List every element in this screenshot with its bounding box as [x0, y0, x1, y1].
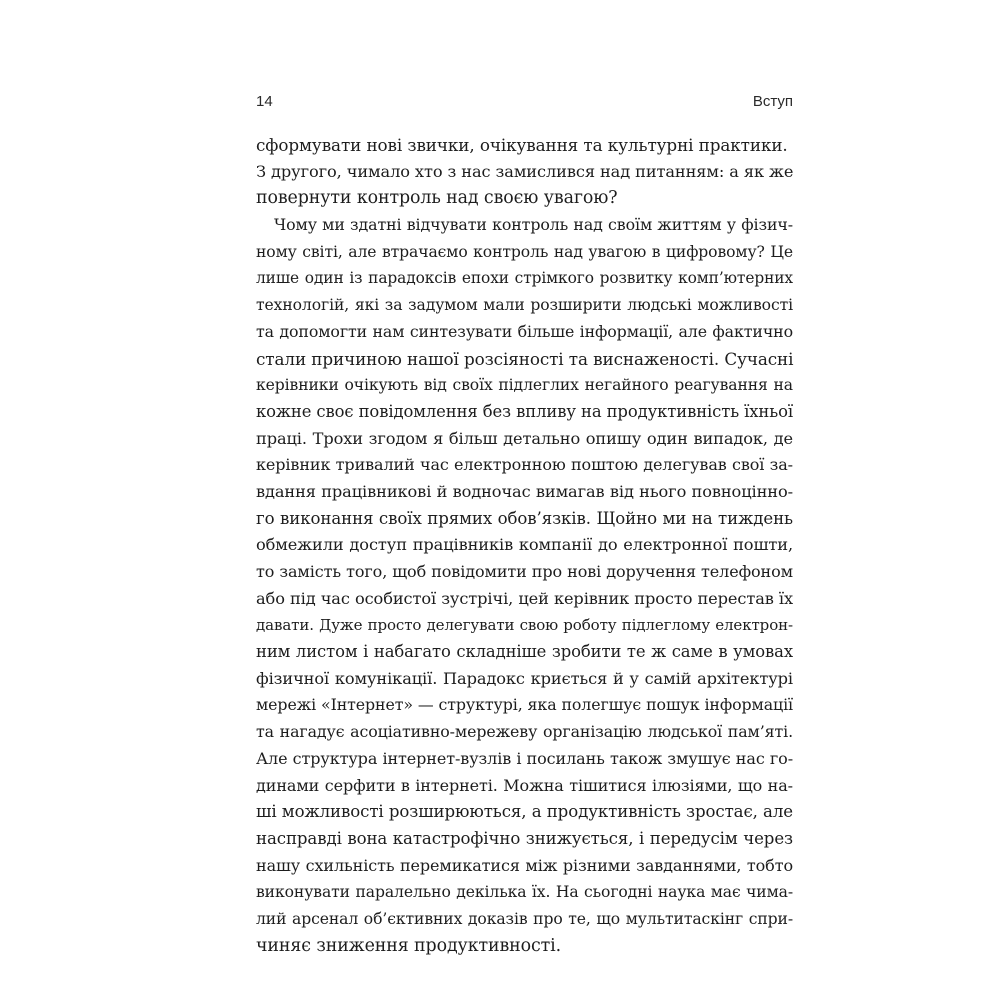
text-line: або під час особистої зустрічі, цей керівник просто перестав їх [256, 588, 793, 608]
text-line: ному світі, але втрачаємо контроль над увагою в цифровому? Це [256, 242, 793, 261]
text-line: ним листом і набагато складніше зробити те ж саме в умовах [256, 642, 793, 662]
section-title: Вступ [752, 93, 793, 110]
text-line: стали причиною нашої розсіяності та виснаженості. Сучасні [256, 348, 794, 369]
text-line: лий арсенал об’єктивних доказів про те, що мультитаскінг спри- [256, 909, 793, 928]
text-line: го виконання своїх прямих обов’язків. Щойно ми на тиждень [256, 508, 793, 528]
text-line: нашу схильність перемикатися між різними завданнями, тобто [256, 855, 793, 875]
text-line: кожне своє повідомлення без впливу на продуктивність їхньої [256, 401, 793, 421]
text-line: лише один із парадоксів епохи стрімкого розвитку комп’ютерних [256, 269, 793, 288]
text-line: насправді вона катастрофічно знижується, і передусім через [256, 828, 793, 848]
body-text [256, 132, 793, 959]
text-line: керівник тривалий час електронною поштою делегував свої за- [256, 455, 793, 475]
text-line: Але структура інтернет-вузлів і посилань також змушує нас го- [256, 748, 793, 768]
text-line: та нагадує асоціативно-мережеву організацію людської пам’яті. [256, 722, 793, 742]
text-line: Чому ми здатні відчувати контроль над своїм життям у фізич- [274, 215, 793, 235]
text-line: давати. Дуже просто делегувати свою роботу підлеглому електрон- [256, 616, 793, 635]
text-line: фізичної комунікації. Парадокс криється й у самій архітектурі [256, 668, 793, 688]
text-line: технологій, які за задумом мали розширити людські можливості [256, 296, 793, 315]
text-line: динами серфити в інтернеті. Можна тішитися ілюзіями, що на- [256, 775, 793, 795]
text-line: повернути контроль над своєю увагою? [256, 188, 618, 209]
text-line: то замість того, щоб повідомити про нові доручення телефоном [256, 562, 793, 581]
text-line: сформувати нові звички, очікування та культурні практики. [256, 135, 788, 155]
running-head [256, 93, 793, 113]
text-line: вдання працівникові й водночас вимагав від нього повноцінно- [256, 481, 793, 501]
text-line: ші можливості розширюються, а продуктивність зростає, але [256, 802, 793, 822]
text-line: З другого, чимало хто з нас замислився над питанням: а як же [256, 161, 794, 181]
text-line: праці. Трохи згодом я більш детально опишу один випадок, де [256, 428, 793, 448]
text-line: чиняє зниження продуктивності. [256, 935, 562, 956]
text-line: обмежили доступ працівників компанії до електронної пошти, [256, 535, 793, 555]
page-number: 14 [256, 93, 273, 110]
text-line: виконувати паралельно декілька їх. На сьогодні наука має чима- [256, 883, 793, 902]
text-line: керівники очікують від своїх підлеглих негайного реагування на [256, 376, 793, 395]
text-line: мережі «Інтернет» — структурі, яка полегшує пошук інформації [256, 695, 793, 715]
text-line: та допомогти нам синтезувати більше інформації, але фактично [256, 321, 793, 341]
